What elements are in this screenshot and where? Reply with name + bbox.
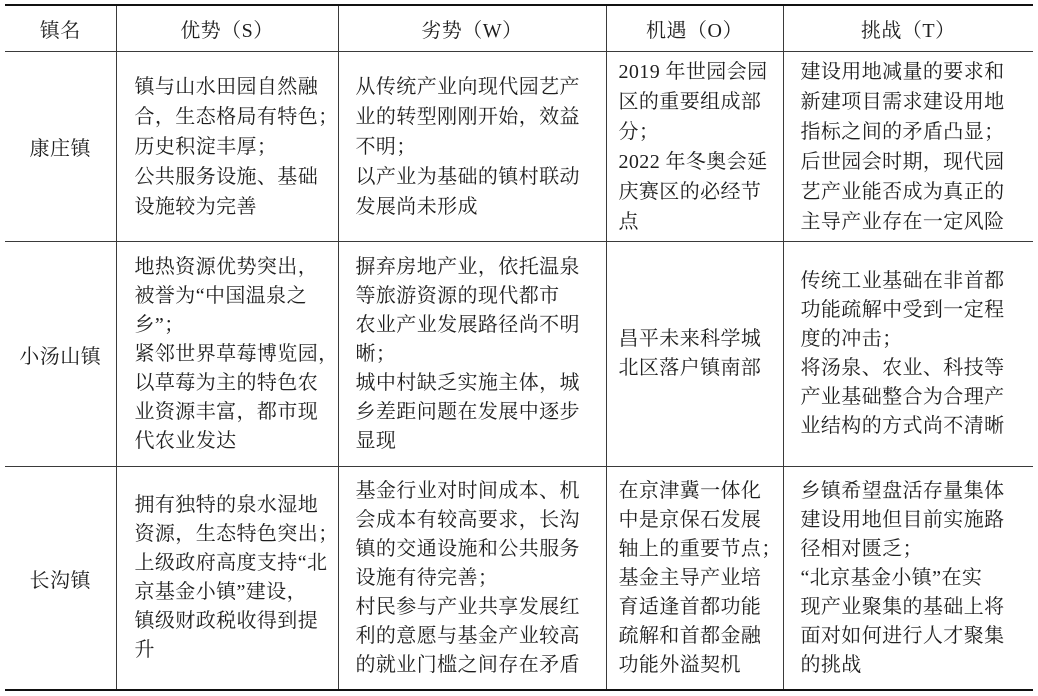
weaknesses-line: 以产业为基础的镇村联动 [355, 165, 580, 188]
weaknesses-line: 村民参与产业共享发展红 [355, 595, 580, 618]
strengths-cell [116, 52, 338, 242]
opportunities-line: 育适逢首都功能 [618, 595, 762, 618]
opportunities-line: 功能外溢契机 [618, 653, 741, 676]
threats-line: 建设用地但目前实施路 [800, 508, 1005, 531]
threats-line: 乡镇希望盘活存量集体 [800, 479, 1005, 502]
threats-line: 径相对匮乏； [800, 537, 923, 560]
strengths-line: 以草莓为主的特色农 [134, 371, 319, 394]
strengths-line: 京基金小镇”建设， [134, 581, 307, 603]
opportunities-line: 2022 年冬奥会延 [618, 150, 768, 173]
weaknesses-line: 从传统产业向现代园艺产 [355, 75, 580, 98]
threats-cell [783, 242, 1033, 467]
table-row [5, 242, 1033, 467]
strengths-line: 历史积淀丰厚； [134, 135, 278, 158]
threats-line: 新建项目需求建设用地 [800, 90, 1005, 113]
opportunities-line: 分； [618, 120, 660, 143]
table-row [5, 52, 1033, 242]
threats-line: 传统工业基础在非首都 [800, 270, 1005, 292]
strengths-line: 设施较为完善 [134, 195, 257, 218]
opportunities-line: 基金主导产业培 [618, 566, 762, 589]
opportunities-line: 北区落户镇南部 [618, 357, 762, 379]
threats-line: 将汤泉、农业、科技等 [800, 357, 1005, 379]
header-row [5, 5, 1033, 52]
weaknesses-cell [338, 467, 606, 691]
town-name: 小汤山镇 [5, 242, 116, 467]
swot-table [5, 4, 1033, 691]
weaknesses-line: 显现 [355, 429, 397, 452]
threats-line: 度的冲击； [800, 328, 903, 350]
strengths-line: 紧邻世界草莓博览园， [134, 342, 339, 365]
strengths-cell [116, 242, 338, 467]
town-name: 康庄镇 [5, 52, 116, 242]
threats-line: 建设用地减量的要求和 [800, 60, 1005, 83]
opportunities-line: 庆赛区的必经节 [618, 180, 762, 203]
strengths-line: 镇与山水田园自然融 [134, 75, 319, 98]
weaknesses-line: 农业产业发展路径尚不明 [355, 313, 580, 336]
threats-line: 面对如何进行人才聚集 [800, 624, 1005, 647]
strengths-line: 资源，生态特色突出； [134, 523, 339, 545]
strengths-line: 镇级财政税收得到提 [134, 610, 319, 632]
threats-line: “北京基金小镇”在实 [800, 566, 983, 589]
header-opportunities: 机遇（O） [606, 5, 783, 52]
weaknesses-line: 等旅游资源的现代都市 [355, 284, 560, 307]
weaknesses-line: 摒弃房地产业，依托温泉 [355, 255, 580, 278]
opportunities-line: 中是京保石发展 [618, 508, 762, 531]
threats-line: 艺产业能否成为真正的 [800, 180, 1005, 203]
opportunities-line: 轴上的重要节点； [618, 537, 782, 560]
opportunities-line: 区的重要组成部 [618, 90, 762, 113]
weaknesses-line: 基金行业对时间成本、机 [355, 479, 580, 502]
strengths-line: 乡”； [134, 313, 185, 336]
opportunities-line: 疏解和首都金融 [618, 624, 762, 647]
opportunities-line: 昌平未来科学城 [618, 328, 762, 350]
weaknesses-line: 设施有待完善； [355, 566, 499, 589]
threats-line: 的挑战 [800, 653, 862, 676]
weaknesses-line: 的就业门槛之间存在矛盾 [355, 653, 580, 676]
threats-line: 指标之间的矛盾凸显； [800, 120, 1005, 143]
weaknesses-line: 业的转型刚刚开始，效益 [355, 105, 580, 128]
weaknesses-line: 镇的交通设施和公共服务 [355, 537, 580, 560]
threats-line: 业结构的方式尚不清晰 [800, 415, 1005, 437]
strengths-line: 代农业发达 [134, 429, 237, 452]
opportunities-cell [606, 242, 783, 467]
threats-line: 现产业聚集的基础上将 [800, 595, 1005, 618]
weaknesses-line: 发展尚未形成 [355, 195, 478, 218]
threats-line: 功能疏解中受到一定程 [800, 299, 1005, 321]
table-row [5, 467, 1033, 691]
threats-line: 主导产业存在一定风险 [800, 210, 1005, 233]
strengths-line: 拥有独特的泉水湿地 [134, 494, 319, 516]
strengths-line: 被誉为“中国温泉之 [134, 284, 307, 307]
weaknesses-cell [338, 52, 606, 242]
weaknesses-line: 会成本有较高要求，长沟 [355, 508, 580, 531]
weaknesses-line: 不明； [355, 135, 417, 158]
header-town: 镇名 [5, 5, 116, 52]
opportunities-line: 在京津冀一体化 [618, 479, 762, 502]
weaknesses-line: 利的意愿与基金产业较高 [355, 624, 580, 647]
opportunities-line: 2019 年世园会园 [618, 60, 768, 83]
strengths-line: 公共服务设施、基础 [134, 165, 319, 188]
weaknesses-line: 晰； [355, 342, 397, 365]
weaknesses-line: 乡差距问题在发展中逐步 [355, 400, 580, 423]
strengths-line: 上级政府高度支持“北 [134, 552, 328, 574]
header-strengths: 优势（S） [116, 5, 338, 52]
town-name: 长沟镇 [5, 467, 116, 691]
strengths-line: 升 [134, 639, 155, 661]
opportunities-cell [606, 52, 783, 242]
strengths-line: 业资源丰富，都市现 [134, 400, 319, 423]
strengths-line: 地热资源优势突出， [134, 255, 319, 278]
opportunities-cell [606, 467, 783, 691]
strengths-line: 合，生态格局有特色； [134, 105, 339, 128]
threats-line: 产业基础整合为合理产 [800, 386, 1005, 408]
threats-line: 后世园会时期，现代园 [800, 150, 1005, 173]
weaknesses-line: 城中村缺乏实施主体，城 [355, 371, 580, 394]
header-threats: 挑战（T） [783, 5, 1033, 52]
threats-cell [783, 52, 1033, 242]
strengths-cell [116, 467, 338, 691]
weaknesses-cell [338, 242, 606, 467]
opportunities-line: 点 [618, 210, 639, 233]
threats-cell [783, 467, 1033, 691]
header-weaknesses: 劣势（W） [338, 5, 606, 52]
